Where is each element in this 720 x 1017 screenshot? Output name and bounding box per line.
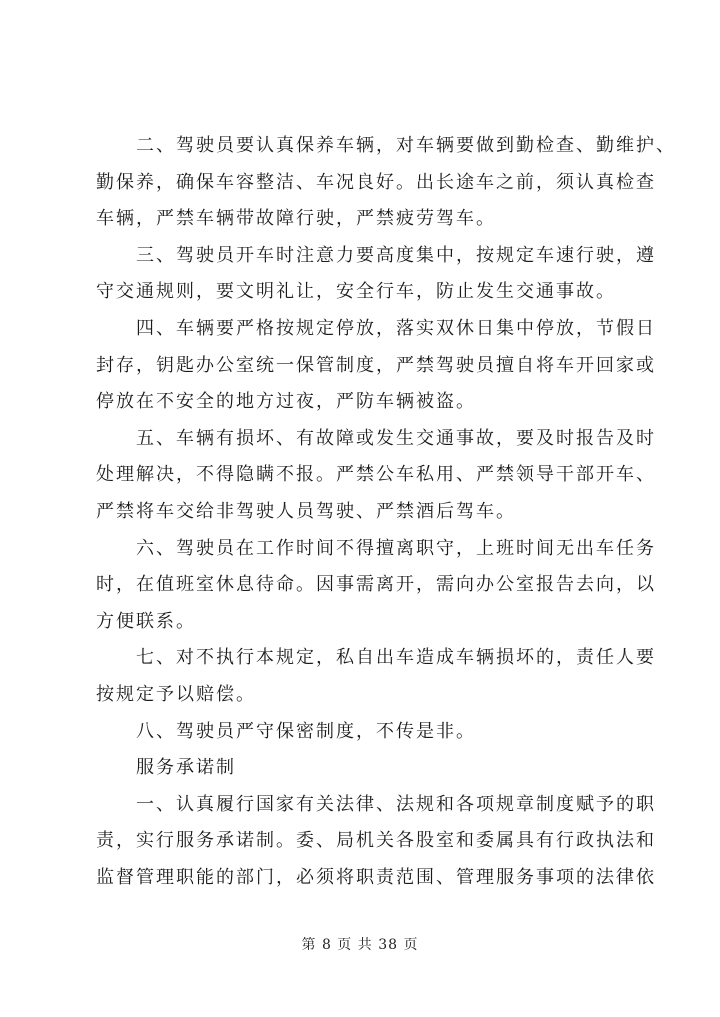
- text-line: 一、认真履行国家有关法律、法规和各项规章制度赋予的职: [136, 793, 656, 815]
- text-line: 监督管理职能的部门，必须将职责范围、管理服务事项的法律依: [96, 866, 656, 888]
- text-line: 四、车辆要严格按规定停放，落实双休日集中停放，节假日: [136, 317, 656, 339]
- text-line: 六、驾驶员在工作时间不得擅离职守，上班时间无出车任务: [136, 537, 656, 559]
- section-heading: 服务承诺制: [136, 757, 236, 779]
- text-line: 八、驾驶员严守保密制度，不传是非。: [136, 720, 476, 742]
- text-line: 车辆，严禁车辆带故障行驶，严禁疲劳驾车。: [96, 208, 496, 230]
- text-line: 封存，钥匙办公室统一保管制度，严禁驾驶员擅自将车开回家或: [96, 354, 656, 376]
- text-line: 二、驾驶员要认真保养车辆，对车辆要做到勤检查、勤维护、: [136, 135, 676, 156]
- text-line: 七、对不执行本规定，私自出车造成车辆损坏的，责任人要: [136, 647, 656, 669]
- text-line: 三、驾驶员开车时注意力要高度集中，按规定车速行驶，遵: [136, 244, 656, 266]
- document-body: [96, 128, 676, 896]
- text-line: 责，实行服务承诺制。委、局机关各股室和委属具有行政执法和: [96, 830, 656, 852]
- text-line: 时，在值班室休息待命。因事需离开，需向办公室报告去向，以: [96, 574, 656, 596]
- text-line: 停放在不安全的地方过夜，严防车辆被盗。: [96, 391, 476, 413]
- text-line: 五、车辆有损坏、有故障或发生交通事故，要及时报告及时: [136, 427, 656, 449]
- text-line: 守交通规则，要文明礼让，安全行车，防止发生交通事故。: [96, 281, 616, 303]
- text-line: 按规定予以赔偿。: [96, 683, 256, 705]
- page-number-footer: 第 8 页 共 38 页: [301, 937, 419, 953]
- text-line: 勤保养，确保车容整洁、车况良好。出长途车之前，须认真检查: [96, 171, 656, 193]
- text-line: 严禁将车交给非驾驶人员驾驶、严禁酒后驾车。: [96, 500, 516, 522]
- text-line: 方便联系。: [96, 610, 196, 632]
- text-line: 处理解决，不得隐瞒不报。严禁公车私用、严禁领导干部开车、: [96, 464, 656, 486]
